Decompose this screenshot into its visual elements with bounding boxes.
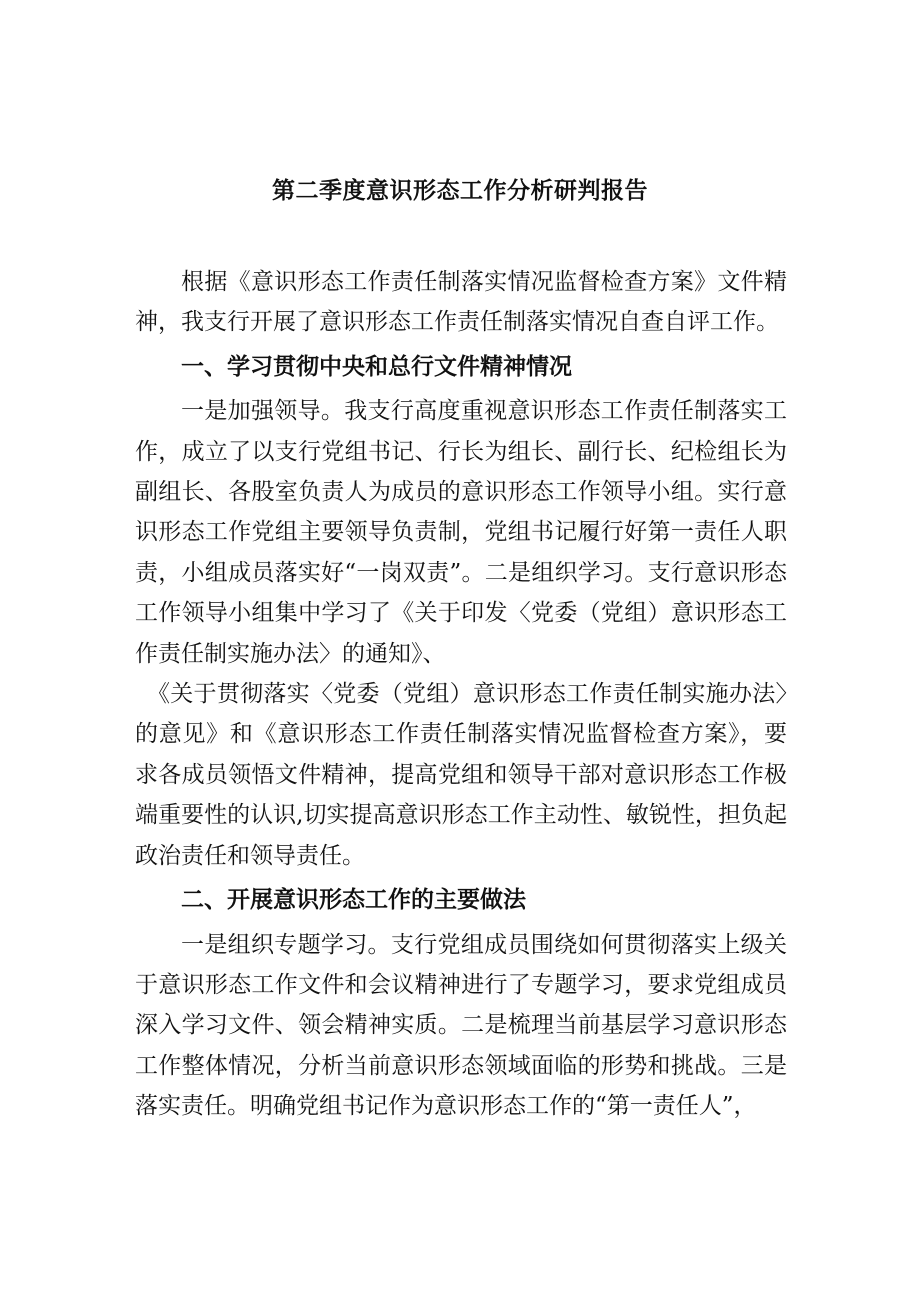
document-body [135, 262, 787, 1127]
section-2-paragraph-1: 一是组织专题学习。支行党组成员围绕如何贯彻落实上级关于意识形态工作文件和会议精神进行了专题学习，要求党组成员深入学习文件、领会精神实质。二是梳理当前基层学习意识形态工作整体情况，分析当前意识形态领域面临的形势和挑战。三是落实责任。明确党组书记作为意识形态工作的“第一责任人”， [135, 931, 787, 1120]
section-heading-2: 二、开展意识形态工作的主要做法 [181, 887, 526, 914]
intro-paragraph: 根据《意识形态工作责任制落实情况监督检查方案》文件精神，我支行开展了意识形态工作责任制落实情况自查自评工作。 [135, 269, 787, 336]
section-1-paragraph-2: 《关于贯彻落实〈党委（党组）意识形态工作责任制实施办法〉的意见》和《意识形态工作责任制落实情况监督检查方案》，要求各成员领悟文件精神，提高党组和领导干部对意识形态工作极端重要性的认识,切实提高意识形态工作主动性、敏锐性，担负起政治责任和领导责任。 [135, 681, 787, 869]
document-title: 第二季度意识形态工作分析研判报告 [272, 178, 648, 204]
section-1-paragraph-1: 一是加强领导。我支行高度重视意识形态工作责任制落实工作，成立了以支行党组书记、行长为组长、副行长、纪检组长为副组长、各股室负责人为成员的意识形态工作领导小组。实行意识形态工作党组主要领导负责制，党组书记履行好第一责任人职责，小组成员落实好“一岗双责”。二是组织学习。支行意识形态工作领导小组集中学习了《关于印发〈党委（党组）意识形态工作责任制实施办法〉的通知》、 [135, 398, 787, 667]
section-heading-1: 一、学习贯彻中央和总行文件精神情况 [181, 353, 572, 380]
